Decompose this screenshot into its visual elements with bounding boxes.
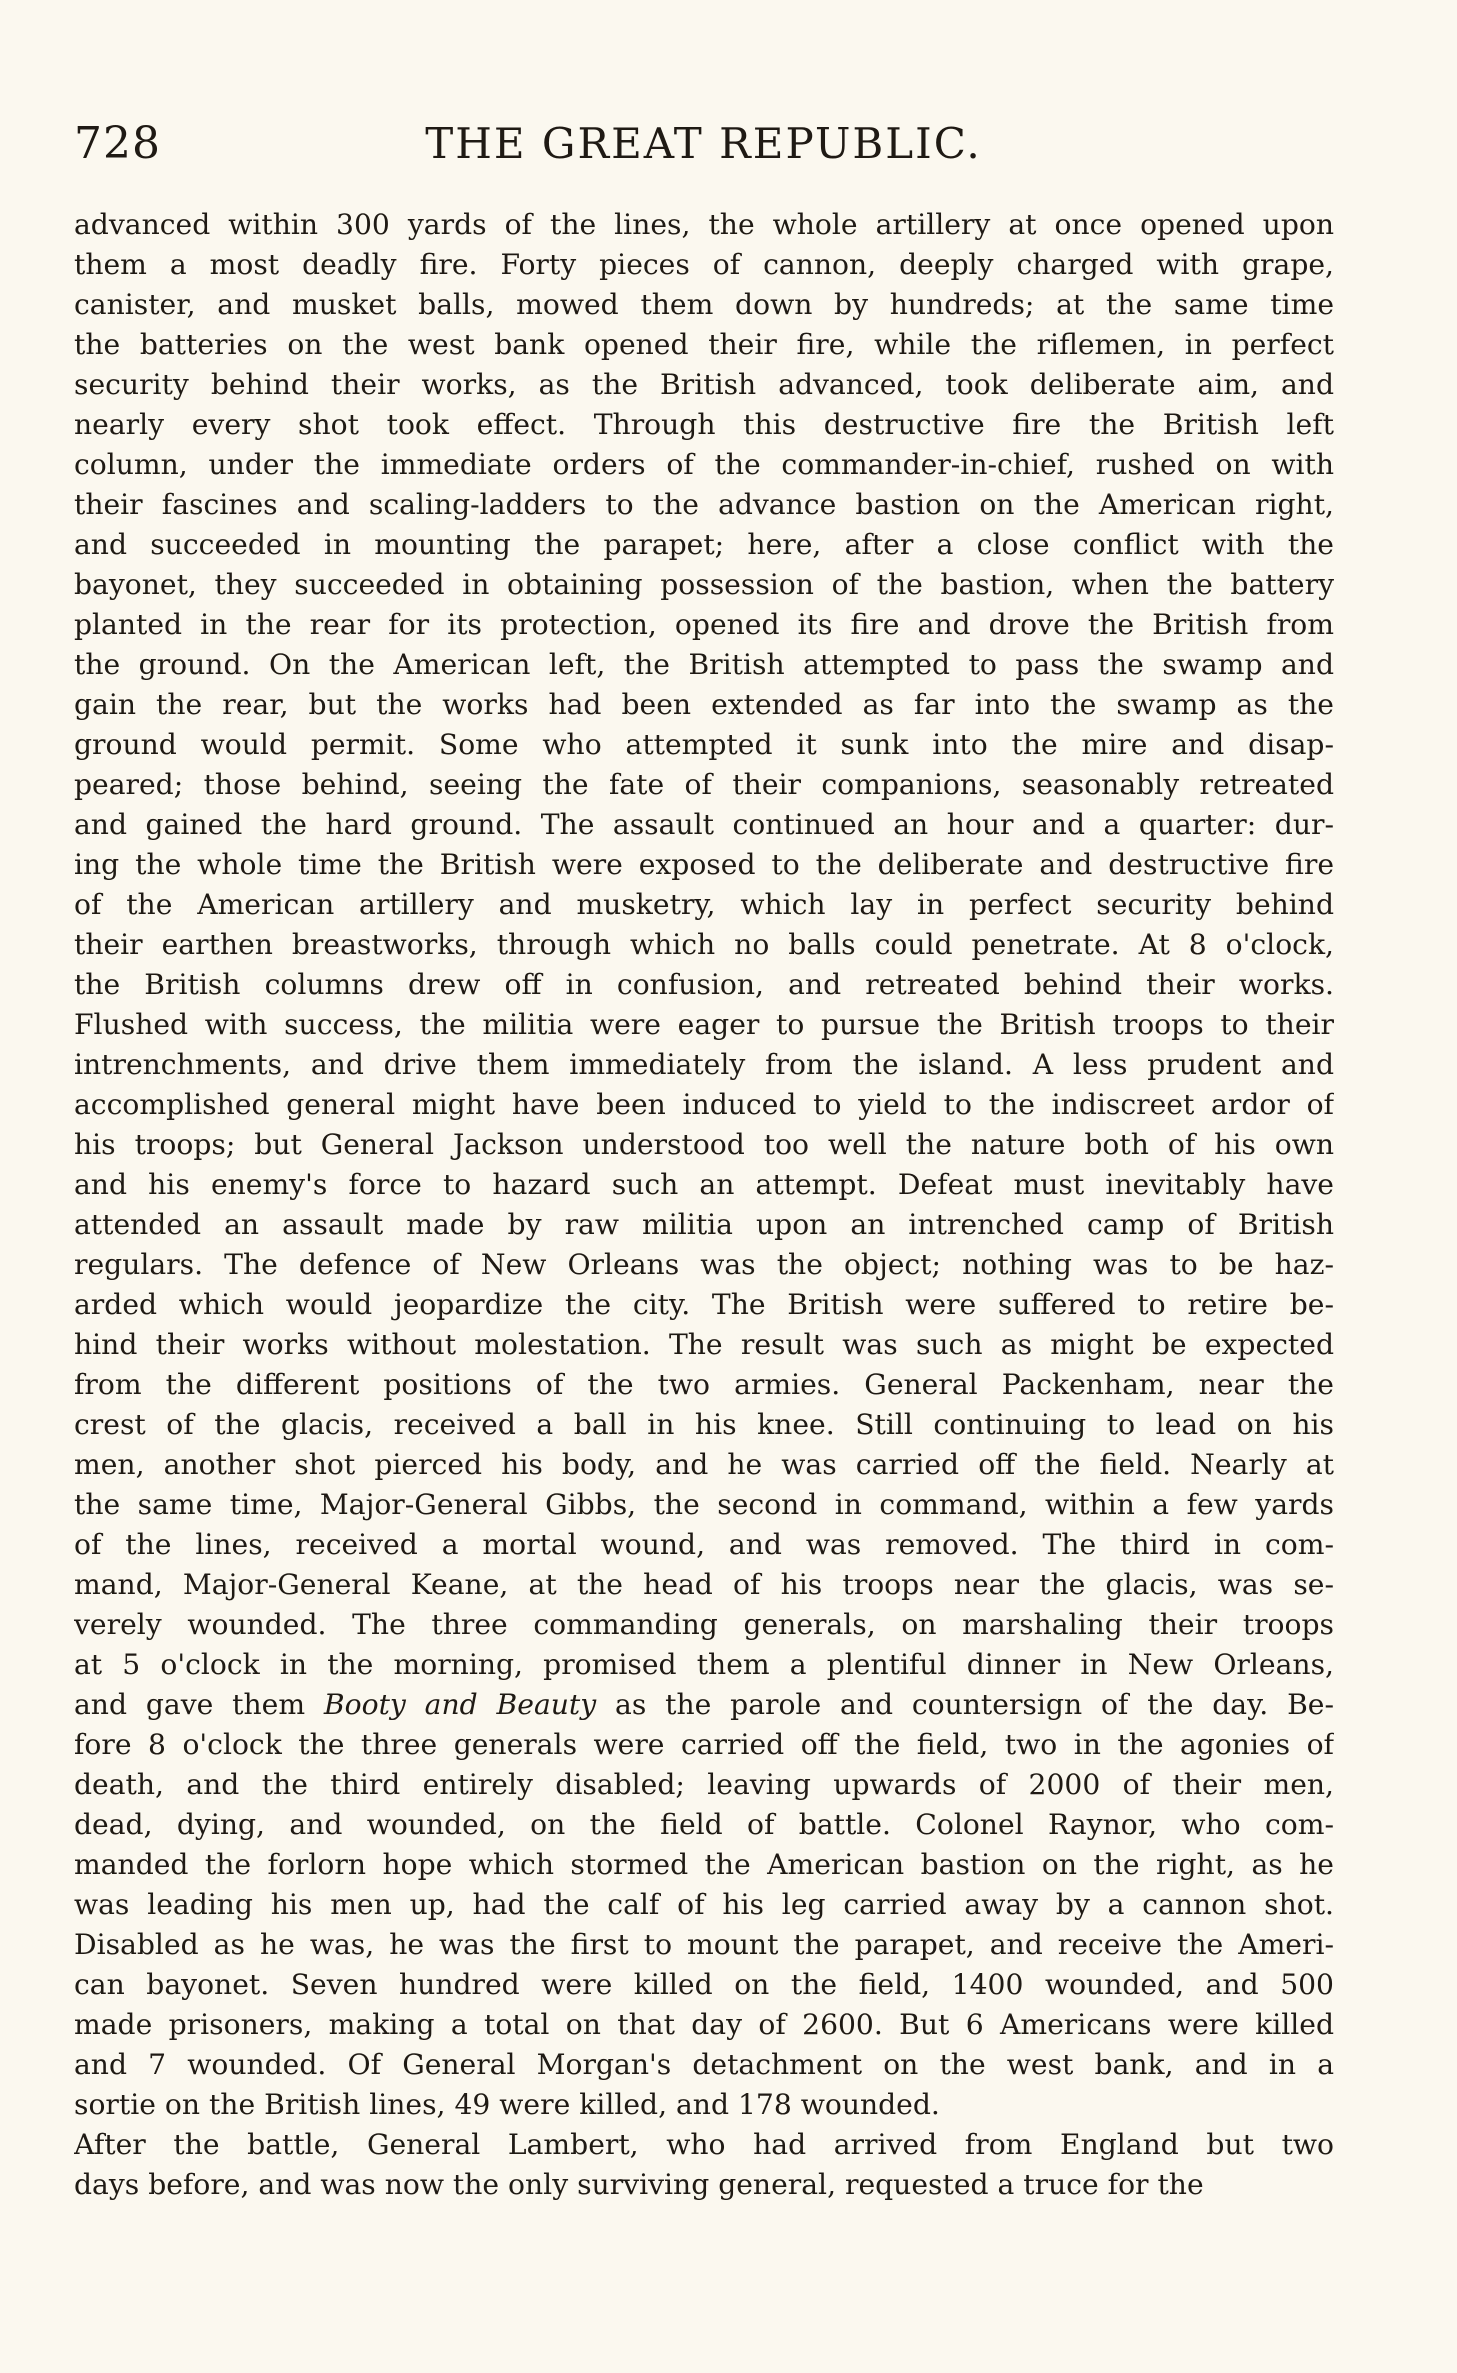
text-line: and gave them Booty and Beauty as the parole and countersign of the day. Be- <box>74 1688 1334 1721</box>
text-line: and gained the hard ground. The assault continued an hour and a quarter: dur- <box>74 808 1334 841</box>
text-line: their earthen breastworks, through which no balls could penetrate. At 8 o'clock, <box>74 928 1334 961</box>
text-line: attended an assault made by raw militia upon an intrenched camp of British <box>74 1208 1334 1241</box>
text-line: ground would permit. Some who attempted it sunk into the mire and disap- <box>74 728 1334 761</box>
text-line: made prisoners, making a total on that day of 2600. But 6 Americans were killed <box>74 2008 1334 2041</box>
text-line: from the different positions of the two armies. General Packenham, near the <box>74 1368 1334 1401</box>
text-line: security behind their works, as the British advanced, took deliberate aim, and <box>74 368 1334 401</box>
text-line: their fascines and scaling-ladders to the advance bastion on the American right, <box>74 488 1334 521</box>
text-line: of the American artillery and musketry, which lay in perfect security behind <box>74 888 1334 921</box>
text-line: advanced within 300 yards of the lines, the whole artillery at once opened upon <box>74 208 1334 241</box>
text-line: the British columns drew off in confusion, and retreated behind their works. <box>74 968 1334 1001</box>
text-line: regulars. The defence of New Orleans was the object; nothing was to be haz- <box>74 1248 1334 1281</box>
text-line: his troops; but General Jackson understood too well the nature both of his own <box>74 1128 1334 1161</box>
text-line: Flushed with success, the militia were eager to pursue the British troops to their <box>74 1008 1334 1041</box>
text-line: bayonet, they succeeded in obtaining possession of the bastion, when the battery <box>74 568 1334 601</box>
text-line: verely wounded. The three commanding generals, on marshaling their troops <box>74 1608 1334 1641</box>
text-line: death, and the third entirely disabled; leaving upwards of 2000 of their men, <box>74 1768 1334 1801</box>
text-line: fore 8 o'clock the three generals were carried off the field, two in the agonies of <box>74 1728 1334 1761</box>
text-line: sortie on the British lines, 49 were killed, and 178 wounded. <box>74 2088 940 2121</box>
text-line: nearly every shot took effect. Through this destructive fire the British left <box>74 408 1334 441</box>
italic-parole: Booty and Beauty <box>323 1688 597 1721</box>
text-line: ing the whole time the British were exposed to the deliberate and destructive fire <box>74 848 1334 881</box>
text-line: accomplished general might have been induced to yield to the indiscreet ardor of <box>74 1088 1334 1121</box>
text-line: planted in the rear for its protection, opened its fire and drove the British from <box>74 608 1334 641</box>
text-line: the batteries on the west bank opened their fire, while the riflemen, in perfect <box>74 328 1334 361</box>
text-line: gain the rear, but the works had been extended as far into the swamp as the <box>74 688 1334 721</box>
text-line: them a most deadly fire. Forty pieces of cannon, deeply charged with grape, <box>74 248 1334 281</box>
text-line: arded which would jeopardize the city. The British were suffered to retire be- <box>74 1288 1334 1321</box>
text-line: dead, dying, and wounded, on the field of battle. Colonel Raynor, who com- <box>74 1808 1334 1841</box>
page-header <box>74 116 1333 172</box>
text-line: men, another shot pierced his body, and he was carried off the field. Nearly at <box>74 1448 1334 1481</box>
text-line: hind their works without molestation. The result was such as might be expected <box>74 1328 1334 1361</box>
text-line: was leading his men up, had the calf of his leg carried away by a cannon shot. <box>74 1888 1334 1921</box>
text-line: manded the forlorn hope which stormed the American bastion on the right, as he <box>74 1848 1334 1881</box>
text-line: the ground. On the American left, the British attempted to pass the swamp and <box>74 648 1334 681</box>
text-line: mand, Major-General Keane, at the head of his troops near the glacis, was se- <box>74 1568 1334 1601</box>
text-line: can bayonet. Seven hundred were killed on the field, 1400 wounded, and 500 <box>74 1968 1334 2001</box>
text-line: and his enemy's force to hazard such an attempt. Defeat must inevitably have <box>74 1168 1334 1201</box>
text-line: After the battle, General Lambert, who had arrived from England but two <box>74 2128 1334 2161</box>
text-line: of the lines, received a mortal wound, and was removed. The third in com- <box>74 1528 1334 1561</box>
text-line: Disabled as he was, he was the first to mount the parapet, and receive the Ameri- <box>74 1928 1334 1961</box>
text-line: and 7 wounded. Of General Morgan's detachment on the west bank, and in a <box>74 2048 1334 2081</box>
text-line: crest of the glacis, received a ball in his knee. Still continuing to lead on his <box>74 1408 1334 1441</box>
body-text <box>74 205 1334 2205</box>
text-line: and succeeded in mounting the parapet; here, after a close conflict with the <box>74 528 1334 561</box>
running-head-title: THE GREAT REPUBLIC. <box>425 119 982 168</box>
text-line: at 5 o'clock in the morning, promised them a plentiful dinner in New Orleans, <box>74 1648 1334 1681</box>
text-line: the same time, Major-General Gibbs, the second in command, within a few yards <box>74 1488 1334 1521</box>
text-line: peared; those behind, seeing the fate of their companions, seasonably retreated <box>74 768 1334 801</box>
text-line: canister, and musket balls, mowed them down by hundreds; at the same time <box>74 288 1334 321</box>
page-number: 728 <box>74 118 161 169</box>
text-line: column, under the immediate orders of the commander-in-chief, rushed on with <box>74 448 1334 481</box>
text-line: intrenchments, and drive them immediately from the island. A less prudent and <box>74 1048 1334 1081</box>
text-line: days before, and was now the only surviving general, requested a truce for the <box>74 2168 1204 2201</box>
